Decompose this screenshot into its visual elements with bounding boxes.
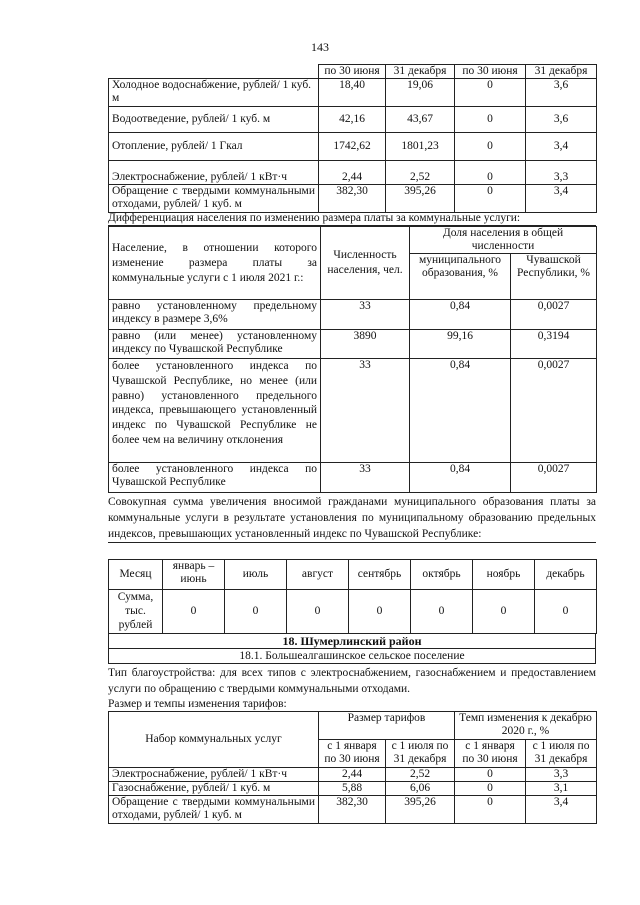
t1-cell: 19,06 [386, 79, 455, 107]
t4-header-services: Набор коммунальных услуг [109, 712, 319, 768]
t3-value: 0 [349, 590, 411, 634]
t1-header-3: по 30 июня [455, 65, 526, 79]
t2-cell: 33 [321, 463, 410, 493]
t2-header-mun: муниципального образования, % [410, 254, 511, 300]
table-row [109, 300, 597, 330]
t2-cell: 0,84 [410, 359, 511, 463]
t2-cell: 0,84 [410, 300, 511, 330]
t1-header-1: по 30 июня [319, 65, 386, 79]
t2-row-name: более установленного индекса по Чувашской Республике [109, 463, 321, 493]
page-number: 143 [311, 40, 329, 54]
t4-cell: 3,1 [526, 782, 597, 796]
t1-cell: 0 [455, 161, 526, 185]
t2-cell: 0,84 [410, 463, 511, 493]
table-row [109, 79, 597, 107]
district-title: 18. Шумерлинский район [108, 633, 596, 649]
t3-month: август [287, 560, 349, 590]
t4-row-name: Электроснабжение, рублей/ 1 кВт·ч [109, 768, 319, 782]
tariff-table-continued [108, 64, 596, 213]
t1-cell: 0 [455, 133, 526, 161]
t2-cell: 3890 [321, 330, 410, 359]
t2-cell: 0,0027 [511, 359, 597, 463]
t3-month-label: Месяц [109, 560, 163, 590]
t3-value: 0 [411, 590, 473, 634]
table-row [109, 796, 597, 824]
t1-cell: 42,16 [319, 107, 386, 133]
t2-cell: 0,0027 [511, 300, 597, 330]
monthly-sum-table [108, 559, 596, 634]
t1-cell: 3,3 [526, 161, 597, 185]
t3-month: январь – июнь [163, 560, 225, 590]
t4-sub: с 1 января по 30 июня [455, 740, 526, 768]
t1-cell: 3,4 [526, 133, 597, 161]
diff-title: Дифференциация населения по изменению размера платы за коммунальные услуги: [108, 212, 596, 226]
improvement-text: Тип благоустройства: для всех типов с электроснабжением, газоснабжением и предоставлением услуги по обращению с твердыми коммунальными отходами. [108, 667, 596, 695]
t4-cell: 0 [455, 796, 526, 824]
t3-month: сентябрь [349, 560, 411, 590]
t3-month: июль [225, 560, 287, 590]
t4-cell: 3,4 [526, 796, 597, 824]
t3-month: декабрь [535, 560, 597, 590]
table-row [109, 463, 597, 493]
t2-row-name: равно установленному предельному индексу в размере 3,6% [109, 300, 321, 330]
tariffs-caption: Размер и темпы изменения тарифов: [108, 697, 596, 712]
t4-cell: 6,06 [386, 782, 455, 796]
t3-sum-label: Сумма, тыс. рублей [109, 590, 163, 634]
population-table [108, 226, 596, 493]
t2-header-population: Население, в отношении которого изменение размера платы за коммунальные услуги с 1 июля 2021 г.: [109, 227, 321, 300]
t1-row-name: Электроснабжение, рублей/ 1 кВт·ч [109, 161, 319, 185]
table-row [109, 161, 597, 185]
t1-cell: 2,52 [386, 161, 455, 185]
table-row [109, 768, 597, 782]
t1-cell: 3,4 [526, 185, 597, 213]
t3-month: октябрь [411, 560, 473, 590]
t4-cell: 0 [455, 782, 526, 796]
t1-cell: 395,26 [386, 185, 455, 213]
settlement-title: 18.1. Большеалгашинское сельское поселение [108, 649, 596, 664]
table-row [109, 330, 597, 359]
table-row [109, 133, 597, 161]
t2-row-name: более установленного индекса по Чувашской Республике, но менее (или равно) установленного предельного индекса, превышающего установленный индекс по Чувашской Республике не более чем на величину отклонения [109, 359, 321, 463]
table-row [109, 107, 597, 133]
t1-cell: 43,67 [386, 107, 455, 133]
t4-cell: 382,30 [319, 796, 386, 824]
t1-cell: 1801,23 [386, 133, 455, 161]
t1-cell: 1742,62 [319, 133, 386, 161]
t3-value: 0 [473, 590, 535, 634]
t1-header-2: 31 декабря [386, 65, 455, 79]
t4-header-size: Размер тарифов [319, 712, 455, 740]
t2-header-share: Доля населения в общей численности [410, 227, 597, 254]
t4-cell: 395,26 [386, 796, 455, 824]
table-row [109, 185, 597, 213]
t4-row-name: Газоснабжение, рублей/ 1 куб. м [109, 782, 319, 796]
t4-sub: с 1 января по 30 июня [319, 740, 386, 768]
t4-sub: с 1 июля по 31 декабря [386, 740, 455, 768]
t1-cell: 0 [455, 79, 526, 107]
table-row [109, 782, 597, 796]
t2-cell: 33 [321, 359, 410, 463]
t1-cell: 382,30 [319, 185, 386, 213]
t1-row-name: Обращение с твердыми коммунальными отходами, рублей/ 1 куб. м [109, 185, 319, 213]
t3-value: 0 [163, 590, 225, 634]
t4-cell: 2,44 [319, 768, 386, 782]
t4-cell: 2,52 [386, 768, 455, 782]
t3-month: ноябрь [473, 560, 535, 590]
table-row [109, 359, 597, 463]
t2-cell: 0,3194 [511, 330, 597, 359]
t2-header-rep: Чувашской Республики, % [511, 254, 597, 300]
t4-cell: 5,88 [319, 782, 386, 796]
settlement-tariff-table [108, 711, 596, 824]
t1-cell: 0 [455, 107, 526, 133]
t4-sub: с 1 июля по 31 декабря [526, 740, 597, 768]
t1-header-4: 31 декабря [526, 65, 597, 79]
t2-header-count: Численность населения, чел. [321, 227, 410, 300]
t3-value: 0 [535, 590, 597, 634]
t1-row-name: Отопление, рублей/ 1 Гкал [109, 133, 319, 161]
t1-cell: 18,40 [319, 79, 386, 107]
t4-cell: 0 [455, 768, 526, 782]
t2-row-name: равно (или менее) установленному индексу по Чувашской Республике [109, 330, 321, 359]
t4-row-name: Обращение с твердыми коммунальными отходами, рублей/ 1 куб. м [109, 796, 319, 824]
t1-cell: 2,44 [319, 161, 386, 185]
t2-cell: 33 [321, 300, 410, 330]
t1-cell: 3,6 [526, 107, 597, 133]
t4-cell: 3,3 [526, 768, 597, 782]
t4-header-rate: Темп изменения к декабрю 2020 г., % [455, 712, 597, 740]
t1-row-name: Холодное водоснабжение, рублей/ 1 куб. м [109, 79, 319, 107]
t3-value: 0 [225, 590, 287, 634]
t1-cell: 3,6 [526, 79, 597, 107]
t3-value: 0 [287, 590, 349, 634]
t1-cell: 0 [455, 185, 526, 213]
t1-row-name: Водоотведение, рублей/ 1 куб. м [109, 107, 319, 133]
t2-cell: 99,16 [410, 330, 511, 359]
t2-cell: 0,0027 [511, 463, 597, 493]
cumulative-text: Совокупная сумма увеличения вносимой гражданами муниципального образования платы за коммунальные услуги в результате установления по муниципальному образованию предельных индексов, превышающих установленный индекс по Чувашской Республике: [108, 494, 596, 543]
